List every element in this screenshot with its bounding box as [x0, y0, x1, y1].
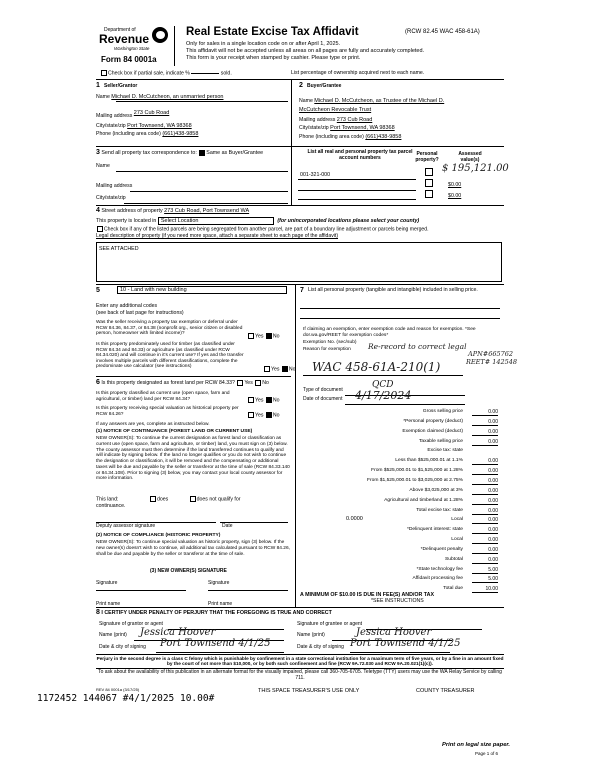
tax-row-value[interactable]: 0.00 [472, 508, 498, 515]
grantor-date-label: Date & city of signing [99, 644, 146, 650]
tax-row-value[interactable]: 0.00 [472, 458, 498, 465]
grantor-name-label: Name (print) [99, 632, 127, 638]
assessed-value-3[interactable]: $0.00 [448, 193, 462, 199]
tax-row-value[interactable]: 5.00 [472, 576, 498, 583]
tax-row-label: Above $3,025,000 at 3% [409, 487, 463, 493]
same-as-buyer-checkbox[interactable] [199, 150, 205, 156]
tax-row-label: Exemption claimed (deduct) [402, 428, 463, 434]
personal-checkbox-1[interactable] [425, 168, 433, 176]
personal-checkbox-2[interactable] [425, 179, 433, 187]
section5-q2: Is this property predominately used for timber (as classified under RCW 84.34 and 84.33) or agriculture (as classified under RCW 84.34.020) and will continue in it's current use? If yes and the transfer involves multiple parcels with different classifications, complete the predominate use calculator (see instructions) [96, 342, 244, 370]
segregated-checkbox[interactable] [97, 226, 103, 232]
tax-row-value[interactable]: 5.00 [472, 567, 498, 574]
seller-phone[interactable]: (661)438-9858 [162, 131, 199, 137]
this-land-row: This land: does does not qualify for [96, 496, 241, 503]
if-yes-note: If any answers are yes, complete as instructed below. [96, 422, 210, 427]
segregated-row: Check box if any of the listed parcels are being segregated from another parcel, are part of a boundary line adjustment or parcels being merged. [96, 226, 429, 233]
wac-value: WAC 458-61A-210(1) [312, 360, 441, 374]
dept-line1: Department of [104, 27, 136, 33]
tax-row-label: Total excise tax: state [416, 507, 463, 513]
page-number: Page 1 of 6 [475, 751, 499, 756]
tax-row-label: Total due [443, 586, 463, 592]
tax-row-label: Agricultural and timberland at 1.28% [384, 497, 463, 503]
doc-type-label: Type of document [303, 387, 343, 393]
buyer-heading: Buyer/Grantee [307, 83, 342, 89]
tax-row-label: Affidavit processing fee [412, 576, 463, 582]
tax-row-label: From $525,000.01 to $1,525,000 at 1.28% [371, 468, 463, 474]
tax-row-label: *Delinquent interest: state [406, 527, 463, 533]
certify-row: 8 I CERTIFY UNDER PENALTY OF PERJURY THAT THE FOREGOING IS TRUE AND CORRECT [96, 609, 332, 616]
seller-name[interactable]: Michael D. McCutcheon, an unmarried person [111, 94, 224, 100]
form-number: Form 84 0001a [101, 55, 157, 64]
tax-row-label: *Delinquent penalty [420, 546, 463, 552]
exemption-no-label: Exemption No. (sec/sub) [303, 340, 357, 345]
tax-row-label: *State technology fee [416, 566, 463, 572]
section5-q1-answer: Yes No [247, 333, 280, 340]
section3-row: 3 Send all property tax correspondence to: Same as Buyer/Grantee [96, 149, 264, 156]
legal-description-label: Legal description of property (if you need more space, attach a separate sheet to each page of the affidavit) [96, 233, 339, 239]
grantor-printed-name: Jessica Hoover [140, 627, 216, 638]
section3-name-label: Name [96, 163, 110, 169]
owner-sig2-label: Signature [208, 580, 230, 586]
revision-code: REV 84 0001a (3/17/25) [96, 687, 140, 692]
current-use-no-checkbox[interactable] [266, 397, 272, 403]
recording-stamp: 1172452 144067 #4/1/2025 10.00# [37, 693, 215, 704]
section3-city-label: City/state/zip [96, 195, 126, 201]
section5-q2-answer: Yes No [263, 366, 296, 373]
grantee-sig-label: Signature of grantee or agent [297, 621, 363, 627]
tax-row-label: Gross selling price [422, 409, 463, 414]
form-title: Real Estate Excise Tax Affidavit [186, 26, 359, 38]
legal-description-value: SEE ATTACHED [99, 246, 139, 252]
reason-value: Re-record to correct legal [368, 342, 467, 351]
parcel-number[interactable]: 001-321-000 [300, 172, 331, 178]
see-instructions-note: *SEE INSTRUCTIONS [371, 598, 424, 604]
partial-sale-checkbox[interactable] [101, 70, 107, 76]
header-note3: This form is your receipt when stamped by cashier. Please type or print. [186, 55, 361, 61]
notice2-title: (2) NOTICE OF COMPLIANCE (HISTORIC PROPERTY) [96, 533, 221, 538]
tax-row-value[interactable]: 0.00 [472, 468, 498, 475]
tax-row-value[interactable]: 0.00 [472, 419, 498, 426]
tax-row-value[interactable]: 0.00 [472, 557, 498, 564]
county-treasurer-label: COUNTY TREASURER [416, 688, 475, 694]
dept-state: Washington State [114, 46, 150, 51]
assessed-heading: Assessed value(s) [458, 151, 482, 163]
buyer-phone-row: Phone (including area code) (661)438-9858 [299, 134, 402, 140]
section6-q3-answer: Yes No [247, 412, 280, 419]
dor-logo-icon [152, 27, 168, 43]
parcel-heading: List all real and personal property tax parcel account numbers [307, 149, 413, 161]
legal-paper-note: Print on legal size paper. [442, 742, 510, 748]
section3-address-label: Mailing address [96, 183, 133, 189]
tax-row-label: From $1,525,000.01 to $3,025,000 at 2.75% [367, 477, 463, 483]
tax-row-label: *Personal property (deduct) [403, 418, 463, 424]
treasurer-use-label: THIS SPACE TREASURER'S USE ONLY [258, 688, 360, 694]
seller-name-row: Name Michael D. McCutcheon, an unmarried person [96, 94, 224, 100]
tax-row-value[interactable]: 0.00 [472, 517, 498, 524]
buyer-city-row: City/state/zip Port Townsend, WA 98368 [299, 125, 395, 131]
additional-codes-note: (see back of last page for instructions) [96, 310, 184, 316]
alternate-format-note: To ask about the availability of this publication in an alternate format for the visually impaired, please call 360-705-6705. Teletype (TTY) users may use the WA Relay Service by calling 711. [98, 669, 502, 681]
tax-row-label: Less than $525,000.01 at 1.1% [395, 458, 463, 464]
location-select[interactable]: Select Location [158, 217, 274, 225]
tax-row-value[interactable]: 0.00 [472, 488, 498, 495]
seller-city[interactable]: Port Townsend, WA 98368 [127, 123, 192, 129]
grantor-date-city: Port Townsend 4/1/25 [160, 638, 271, 649]
section6-q2: Is this property classified as current use (open space, farm and agricultural, or timber) land per RCW 84.34? [96, 391, 230, 402]
location-row: This property is located in Select Location (for unincorporated locations please select your county) [96, 218, 420, 224]
tax-row-value[interactable]: 0.00 [472, 527, 498, 534]
land-does-not-checkbox[interactable] [190, 496, 196, 502]
buyer-name-row: Name Michael D. McCutcheon, as Trustee of the Michael D. [299, 98, 445, 104]
tax-row-value[interactable]: 10.00 [472, 586, 498, 593]
seller-address-row: Mailing address 273 Cub Road [96, 110, 170, 119]
tax-row-value[interactable]: 0.00 [472, 547, 498, 554]
notice2-text: NEW OWNER(S): To continue special valuation as historic property, sign (3) below. If the new owner(s) doesn't wish to continue, all additional tax calculated pursuant to RCW 84.26, shall be due and payable by the seller or transferor at the time of sale. [96, 540, 290, 557]
personal-checkbox-3[interactable] [425, 190, 433, 198]
buyer-name-line2[interactable]: McCutcheon Revocable Trust [299, 107, 372, 113]
reet-value: REET# 142548 [466, 358, 518, 366]
partial-sale-row: Check box if partial sale, indicate % sold. [100, 70, 232, 77]
buyer-city[interactable]: Port Townsend, WA 98368 [330, 125, 395, 131]
header-note2: This affidavit will not be accepted unless all areas on all pages are fully and accurately completed. [186, 48, 425, 54]
property-street[interactable]: 273 Cub Road, Port Townsend WA [164, 208, 250, 214]
doc-date-value: 4/17/2024 [355, 389, 412, 402]
buyer-phone[interactable]: (661)438-9858 [365, 134, 402, 140]
exemption-note: If claiming an exemption, enter exemption code and reason for exemption. *See dor.wa.gov/REET for exemption codes* [303, 327, 476, 338]
form-title-ref: (RCW 82.45 WAC 458-61A) [405, 29, 480, 35]
forest-no-checkbox[interactable] [255, 380, 261, 386]
section7-num: 7 [300, 287, 304, 294]
personal-property-checks [424, 168, 434, 198]
doc-date-label: Date of document [303, 396, 343, 402]
tax-row-label: Excise tax: state [427, 448, 463, 454]
minimum-due-note: A MINIMUM OF $10.00 IS DUE IN FEE(S) AND/OR TAX [300, 592, 435, 598]
q1-yes-checkbox[interactable] [248, 333, 254, 339]
grantee-name-label: Name (print) [297, 632, 325, 638]
grantee-printed-name: Jessica Hoover [356, 627, 432, 638]
seller-city-row: City/state/zip Port Townsend, WA 98368 [96, 123, 192, 129]
doc-type-value: QCD [372, 380, 394, 390]
section1-num: 1 [96, 82, 100, 89]
dept-revenue: Revenue [99, 32, 150, 46]
owner-print1-label: Print name [96, 601, 121, 607]
grantee-date-label: Date & city of signing [297, 644, 344, 650]
seller-address[interactable]: 273 Cub Road [133, 110, 170, 116]
land-use-select[interactable]: 10 - Land with new building [117, 286, 287, 294]
tax-row-label: Subtotal [445, 556, 463, 562]
perjury-notice: Perjury in the second degree is a class C felony which is punishable by confinement in a state correctional institution for a maximum term of five years, or by a fine in an amount fixed by the court of not more than $10,000, or by both such confinement and fine (RCW 9A.72.030 and RCW 9A.20.021(1)(c)). [96, 656, 504, 667]
buyer-address-row: Mailing address 273 Cub Road [299, 117, 373, 123]
owner-print2-label: Print name [208, 601, 233, 607]
new-owner-sig-heading: (3) NEW OWNER(S) SIGNATURE [150, 568, 227, 574]
section6-q2-answer: Yes No [247, 397, 280, 404]
continuance-label: continuance. [96, 503, 126, 509]
tax-row-label: Local [451, 537, 463, 543]
section7-label: List all personal property (tangible and intangible) included in selling price. [308, 287, 478, 293]
buyer-address[interactable]: 273 Cub Road [336, 117, 373, 123]
reason-label: Reason for exemption [303, 347, 351, 352]
notice1-title: (1) NOTICE OF CONTINUANCE (FOREST LAND OR CURRENT USE) [96, 429, 253, 434]
owner-sig1-label: Signature [96, 580, 118, 586]
section6-q3: Is this property receiving special valuation as historical property per RCW 84.26? [96, 406, 239, 417]
tax-row-value[interactable]: 0.00 [472, 498, 498, 505]
land-does-checkbox[interactable] [150, 496, 156, 502]
seller-heading: Seller/Grantor [104, 83, 138, 89]
apn-value: APN#665762 [468, 350, 514, 358]
assessed-value-2[interactable]: $0.00 [448, 182, 462, 188]
tax-row-label: Local [451, 517, 463, 523]
seller-phone-row: Phone (including area code) (661)438-9858 [96, 131, 199, 137]
historic-yes-checkbox[interactable] [248, 412, 254, 418]
section2-num: 2 [299, 82, 303, 89]
current-use-yes-checkbox[interactable] [248, 397, 254, 403]
deputy-date-label: Date [222, 523, 233, 529]
buyer-name[interactable]: Michael D. McCutcheon, as Trustee of the Michael D. [314, 98, 445, 104]
local-rate-value: 0.0000 [346, 516, 363, 523]
tax-row-label: Taxable selling price [418, 438, 463, 444]
section6-q1-row: 6 Is this property designated as forest land per RCW 84.33? Yes No [96, 379, 269, 386]
tax-row-value[interactable]: 0.00 [472, 409, 498, 416]
q2-no-checkbox[interactable] [282, 366, 288, 372]
ownership-note: List percentage of ownership acquired next to each name. [291, 70, 425, 76]
legal-description-box[interactable] [96, 242, 502, 282]
additional-codes-label: Enter any additional codes [96, 303, 158, 309]
section5-num: 5 [96, 287, 100, 294]
assessed-value-1: $ 195,121.00 [442, 163, 509, 174]
tax-row-value[interactable]: 0.00 [472, 478, 498, 485]
grantee-date-city: Port Townsend 4/1/25 [350, 638, 461, 649]
historic-no-checkbox[interactable] [266, 412, 272, 418]
tax-row-value[interactable]: 0.00 [472, 439, 498, 446]
tax-row-value[interactable]: 0.00 [472, 537, 498, 544]
personal-heading: Personal property? [415, 151, 439, 163]
q2-yes-checkbox[interactable] [264, 366, 270, 372]
header-note1: Only for sales in a single location code on or after April 1, 2025. [186, 41, 341, 47]
notice1-text: NEW OWNER(S): To continue the current designation as forest land or classification as current use (open space, farm and agriculture, or timber) land, you must sign on (3) below. The county assessor must then determine if the land transferred continues to qualify and will indicate by signing below. If the land no longer qualifies or you do not wish to continue the designation or classification, it will be removed and the compensating or additional taxes will be due and payable by the seller or transferor at the time of sale (RCW 84.33.140 or 84.34.108). Prior to signing (3) below, you may contact your local county assessor for more information. [96, 436, 290, 482]
section5-q1: Was the seller receiving a property tax exemption or deferral under RCW 84.36, 84.37, or 84.38 (nonprofit org., senior citizen or disabled person, homeowner with limited income)? [96, 320, 243, 337]
grantor-sig-label: Signature of grantor or agent [99, 621, 163, 627]
q1-no-checkbox[interactable] [266, 333, 272, 339]
street-row: 4 Street address of property 273 Cub Road, Port Townsend WA [96, 207, 250, 214]
deputy-sig-label: Deputy assessor signature [96, 523, 156, 529]
tax-row-value[interactable]: 0.00 [472, 429, 498, 436]
forest-yes-checkbox[interactable] [237, 380, 243, 386]
